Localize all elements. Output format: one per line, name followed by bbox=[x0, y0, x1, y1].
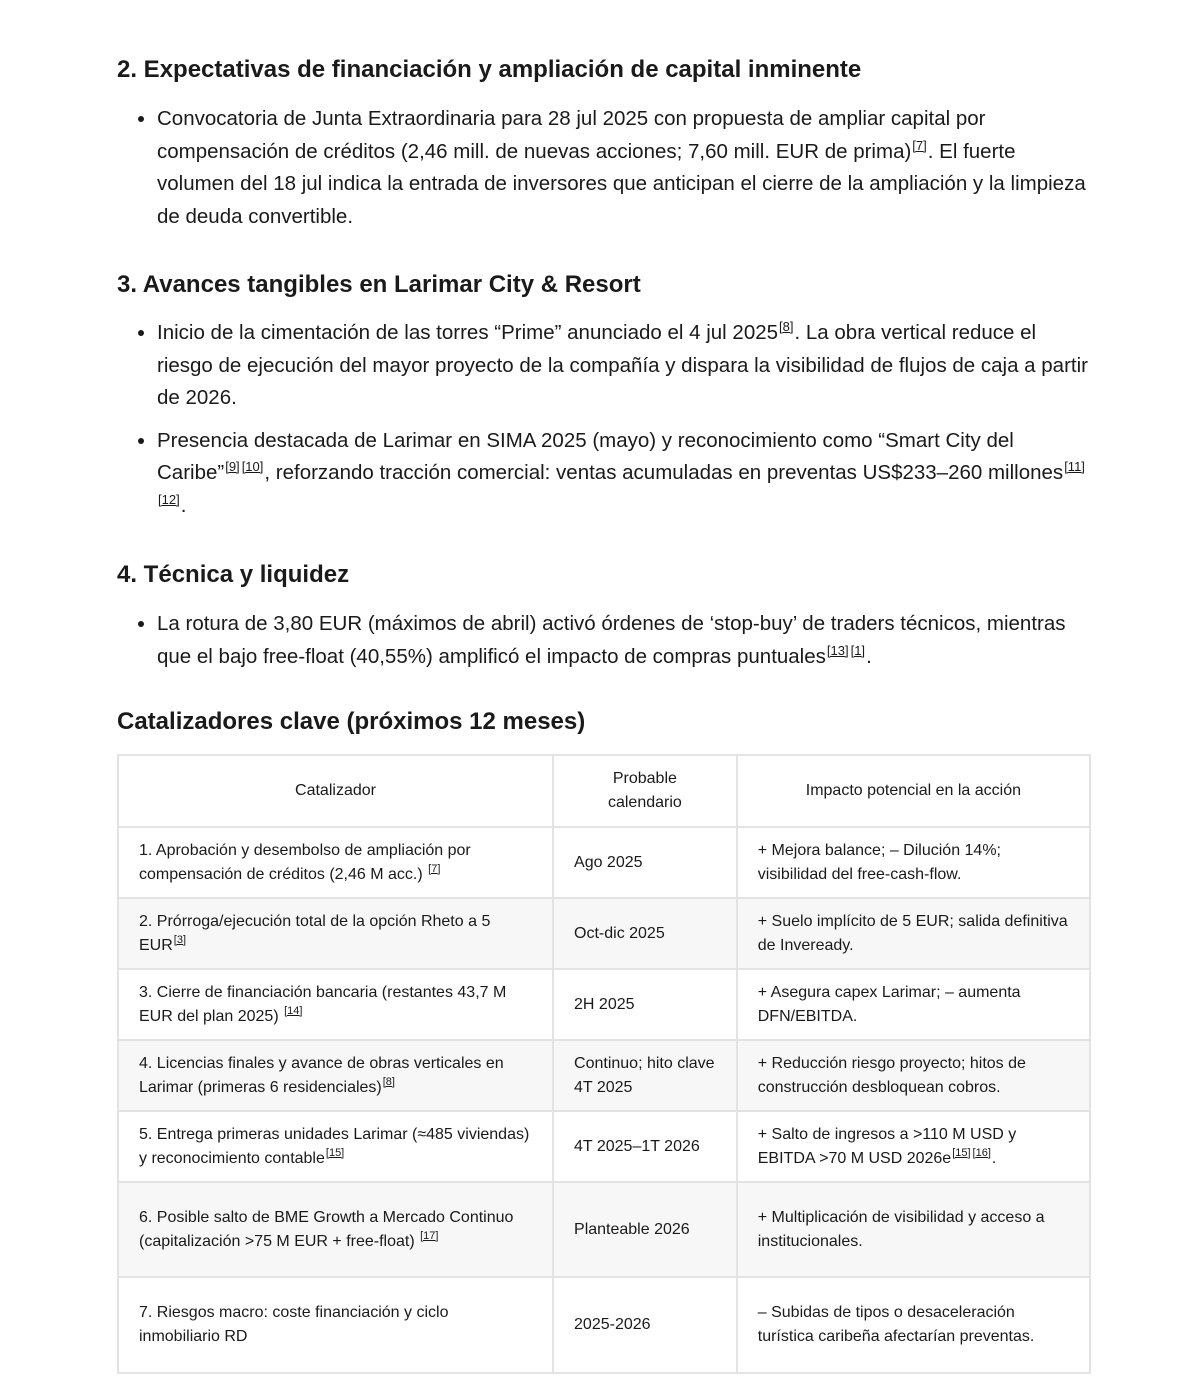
citation-link[interactable]: [14] bbox=[284, 1004, 303, 1017]
citation-link[interactable]: [10] bbox=[241, 459, 264, 474]
section-heading-tecnica: 4. Técnica y liquidez bbox=[117, 561, 350, 588]
section-list-tecnica bbox=[117, 608, 1088, 683]
citation-link[interactable]: [8] bbox=[382, 1075, 395, 1088]
table-row bbox=[118, 969, 1090, 1040]
calendar-cell: Planteable 2026 bbox=[553, 1182, 737, 1277]
section-heading-larimar: 3. Avances tangibles en Larimar City & Resort bbox=[117, 271, 641, 298]
citation-link[interactable]: [12] bbox=[158, 491, 180, 507]
list-item: • La rotura de 3,80 EUR (máximos de abril) activó órdenes de ‘stop-buy’ de traders técnicos, mientras que el bajo free-float (40,55%) amplificó el impacto de compras puntuales[13] [1]. bbox=[157, 608, 1088, 673]
column-header-catalizador: Catalizador bbox=[118, 755, 553, 827]
table-row bbox=[118, 1277, 1090, 1373]
impact-cell: + Mejora balance; – Dilución 14%; visibilidad del free-cash-flow. bbox=[737, 827, 1090, 898]
citation-link[interactable]: [17] bbox=[420, 1229, 439, 1242]
calendar-cell: 4T 2025–1T 2026 bbox=[553, 1111, 737, 1182]
citation-link[interactable]: [3] bbox=[173, 933, 187, 946]
citation-link[interactable]: [7] bbox=[428, 862, 441, 875]
list-item: • Inicio de la cimentación de las torres “Prime” anunciado el 4 jul 2025[8]. La obra vertical reduce el riesgo de ejecución del mayor proyecto de la compañía y dispara la visibilidad de flujos de caja a partir de 2026. bbox=[157, 317, 1088, 415]
section-list-financiacion bbox=[117, 103, 1088, 243]
catalyst-cell: 7. Riesgos macro: coste financiación y ciclo inmobiliario RD bbox=[118, 1277, 553, 1373]
citation-link[interactable]: [11] bbox=[1064, 459, 1085, 474]
calendar-cell: Oct-dic 2025 bbox=[553, 898, 737, 969]
citation-link[interactable]: [7] bbox=[912, 137, 927, 153]
catalyst-cell: 2. Prórroga/ejecución total de la opción Rheto a 5 EUR[3] bbox=[118, 898, 553, 969]
catalysts-table bbox=[117, 754, 1091, 1374]
citation-link[interactable]: [1] bbox=[850, 642, 866, 658]
catalyst-cell: 6. Posible salto de BME Growth a Mercado Continuo (capitalización >75 M EUR + free-float) [17] bbox=[118, 1182, 553, 1277]
impact-cell: – Subidas de tipos o desaceleración turística caribeña afectarían preventas. bbox=[737, 1277, 1090, 1373]
section-heading-financiacion: 2. Expectativas de financiación y ampliación de capital inminente bbox=[117, 56, 862, 83]
impact-cell: + Reducción riesgo proyecto; hitos de construcción desbloquean cobros. bbox=[737, 1040, 1090, 1111]
table-row bbox=[118, 898, 1090, 969]
column-header-calendario: Probable calendario bbox=[553, 755, 737, 827]
calendar-cell: 2H 2025 bbox=[553, 969, 737, 1040]
citation-link[interactable]: [9] bbox=[225, 459, 240, 474]
table-row bbox=[118, 1111, 1090, 1182]
calendar-cell: 2025-2026 bbox=[553, 1277, 737, 1373]
citation-link[interactable]: [15] bbox=[325, 1146, 345, 1159]
column-header-impacto: Impacto potencial en la acción bbox=[737, 755, 1090, 827]
table-row bbox=[118, 1182, 1090, 1277]
calendar-cell: Ago 2025 bbox=[553, 827, 737, 898]
list-item: • Presencia destacada de Larimar en SIMA 2025 (mayo) y reconocimiento como “Smart City del Caribe”[9] [10], reforzando tracción comercial: ventas acumuladas en preventas US$233–260 millones[11][12]. bbox=[157, 425, 1088, 523]
table-header-row bbox=[118, 755, 1090, 827]
citation-link[interactable]: [13] bbox=[826, 642, 849, 658]
catalyst-cell: 4. Licencias finales y avance de obras verticales en Larimar (primeras 6 residenciales)[8] bbox=[118, 1040, 553, 1111]
catalyst-cell: 5. Entrega primeras unidades Larimar (≈485 viviendas) y reconocimiento contable[15] bbox=[118, 1111, 553, 1182]
impact-cell: + Suelo implícito de 5 EUR; salida definitiva de Inveready. bbox=[737, 898, 1090, 969]
section-list-larimar bbox=[117, 317, 1088, 532]
impact-cell: + Multiplicación de visibilidad y acceso a institucionales. bbox=[737, 1182, 1090, 1277]
catalyst-cell: 1. Aprobación y desembolso de ampliación por compensación de créditos (2,46 M acc.) [7] bbox=[118, 827, 553, 898]
table-row bbox=[118, 1040, 1090, 1111]
table-row bbox=[118, 827, 1090, 898]
impact-cell: + Asegura capex Larimar; – aumenta DFN/EBITDA. bbox=[737, 969, 1090, 1040]
citation-link[interactable]: [8] bbox=[779, 319, 794, 334]
calendar-cell: Continuo; hito clave 4T 2025 bbox=[553, 1040, 737, 1111]
list-item: • Convocatoria de Junta Extraordinaria para 28 jul 2025 con propuesta de ampliar capital por compensación de créditos (2,46 mill. de nuevas acciones; 7,60 mill. EUR de prima)[7]. El fuerte volumen del 18 jul indica la entrada de inversores que anticipan el cierre de la ampliación y la limpieza de deuda convertible. bbox=[157, 103, 1088, 233]
citation-link[interactable]: [15] bbox=[952, 1146, 971, 1159]
catalyst-cell: 3. Cierre de financiación bancaria (restantes 43,7 M EUR del plan 2025) [14] bbox=[118, 969, 553, 1040]
citation-link[interactable]: [16] bbox=[972, 1146, 991, 1159]
impact-cell: + Salto de ingresos a >110 M USD y EBITDA >70 M USD 2026e[15] [16]. bbox=[737, 1111, 1090, 1182]
catalysts-heading: Catalizadores clave (próximos 12 meses) bbox=[117, 708, 586, 735]
